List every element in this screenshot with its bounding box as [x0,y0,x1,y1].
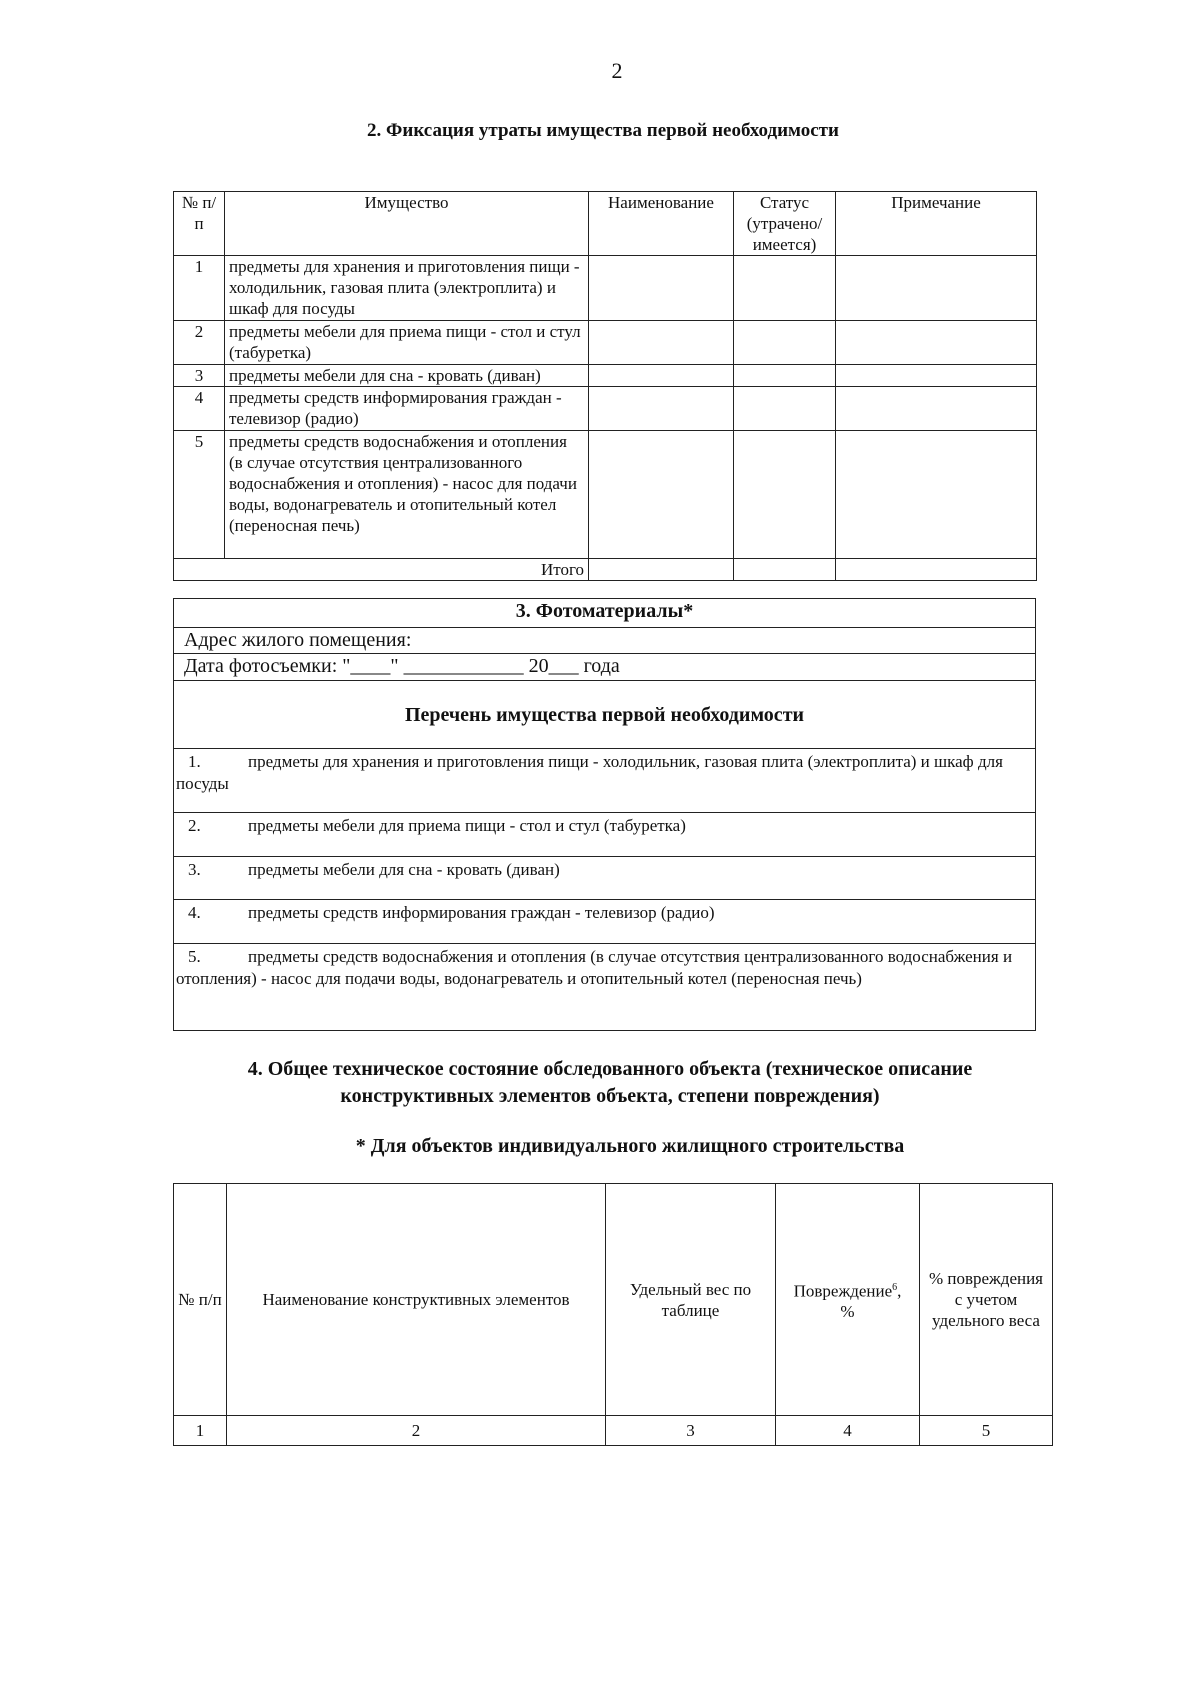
section-3-title: 3. Фотоматериалы* [174,599,1036,628]
header-element-name: Наименование конструктивных элементов [227,1184,606,1416]
property-loss-table [173,191,1037,581]
list-item [174,900,1036,944]
header-property: Имущество [225,192,589,256]
item-number: 3. [188,860,201,879]
total-label: Итого [174,559,589,581]
item-number: 4. [188,903,201,922]
column-number: 4 [776,1416,920,1446]
header-name: Наименование [589,192,734,256]
damage-label: Повреждение [793,1281,893,1301]
footnote-mark: 6 [892,1281,898,1293]
section-4-subtitle: * Для объектов индивидуального жилищного строительства [355,1135,905,1157]
column-number: 1 [174,1416,227,1446]
status-cell[interactable] [734,365,836,387]
table-header-row [174,192,1037,256]
numbering-row [174,1416,1053,1446]
section-4-title-line2: конструктивных элементов объекта, степени повреждения) [340,1085,880,1107]
header-weighted-damage: % повреждения с учетом удельного веса [920,1184,1053,1416]
column-number: 3 [606,1416,776,1446]
item-text: предметы мебели для сна - кровать (диван) [248,860,560,879]
note-cell[interactable] [836,321,1037,365]
name-cell[interactable] [589,365,734,387]
status-cell[interactable] [734,559,836,581]
section-4-title-line1: 4. Общее техническое состояние обследованного объекта (техническое описание [247,1058,973,1080]
row-item: предметы мебели для сна - кровать (диван) [225,365,589,387]
column-number: 5 [920,1416,1053,1446]
list-item [174,857,1036,900]
item-number: 2. [188,816,201,835]
status-cell[interactable] [734,321,836,365]
row-number: 1 [174,256,225,321]
note-cell[interactable] [836,387,1037,431]
header-damage: Повреждение$^6$, % [776,1184,920,1416]
item-text: предметы мебели для приема пищи - стол и стул (табуретка) [248,816,686,835]
name-cell[interactable] [589,431,734,559]
header-number: № п/п [174,1184,227,1416]
status-cell[interactable] [734,256,836,321]
photo-materials-table [173,598,1036,1031]
item-number: 5. [188,947,201,966]
header-specific-weight: Удельный вес по таблице [606,1184,776,1416]
note-cell[interactable] [836,256,1037,321]
table-header-row [174,1184,1053,1416]
name-cell[interactable] [589,559,734,581]
note-cell[interactable] [836,431,1037,559]
row-item: предметы средств информирования граждан - телевизор (радио) [225,387,589,431]
row-number: 3 [174,365,225,387]
row-item: предметы для хранения и приготовления пищи - холодильник, газовая плита (электроплита) и шкаф для посуды [225,256,589,321]
note-cell[interactable] [836,365,1037,387]
table-row [174,431,1037,559]
status-cell[interactable] [734,387,836,431]
note-cell[interactable] [836,559,1037,581]
header-status: Статус (утрачено/ имеется) [734,192,836,256]
section-2-title: 2. Фиксация утраты имущества первой необходимости [367,120,839,141]
name-cell[interactable] [589,321,734,365]
column-number: 2 [227,1416,606,1446]
table-row [174,365,1037,387]
name-cell[interactable] [589,256,734,321]
list-item [174,944,1036,1031]
item-text: предметы средств водоснабжения и отопления (в случае отсутствия централизованного водоснабжения и отопления) - насос для подачи воды, водонагреватель и отопительный котел (переносная печь) [176,947,1013,988]
item-text: предметы для хранения и приготовления пищи - холодильник, газовая плита (электроплита) и шкаф для посуды [176,752,1003,793]
row-item: предметы мебели для приема пищи - стол и стул (табуретка) [225,321,589,365]
address-field[interactable]: Адрес жилого помещения: [174,628,1036,654]
name-cell[interactable] [589,387,734,431]
list-item [174,813,1036,857]
row-number: 4 [174,387,225,431]
item-number: 1. [188,752,201,771]
row-number: 2 [174,321,225,365]
photo-date-field[interactable]: Дата фотосъемки: "____" ____________ 20___ года [174,654,1036,681]
page-number: 2 [611,58,623,83]
header-note: Примечание [836,192,1037,256]
table-row [174,387,1037,431]
damage-unit: % [840,1302,855,1322]
item-text: предметы средств информирования граждан - телевизор (радио) [248,903,715,922]
table-row [174,321,1037,365]
header-number: № п/п [174,192,225,256]
status-cell[interactable] [734,431,836,559]
table-row [174,256,1037,321]
total-row [174,559,1037,581]
technical-condition-table [173,1183,1053,1446]
row-number: 5 [174,431,225,559]
list-title: Перечень имущества первой необходимости [174,681,1036,749]
row-item: предметы средств водоснабжения и отопления (в случае отсутствия централизованного водоснабжения и отопления) - насос для подачи воды, водонагреватель и отопительный котел (переносная печь) [225,431,589,559]
list-item [174,749,1036,813]
